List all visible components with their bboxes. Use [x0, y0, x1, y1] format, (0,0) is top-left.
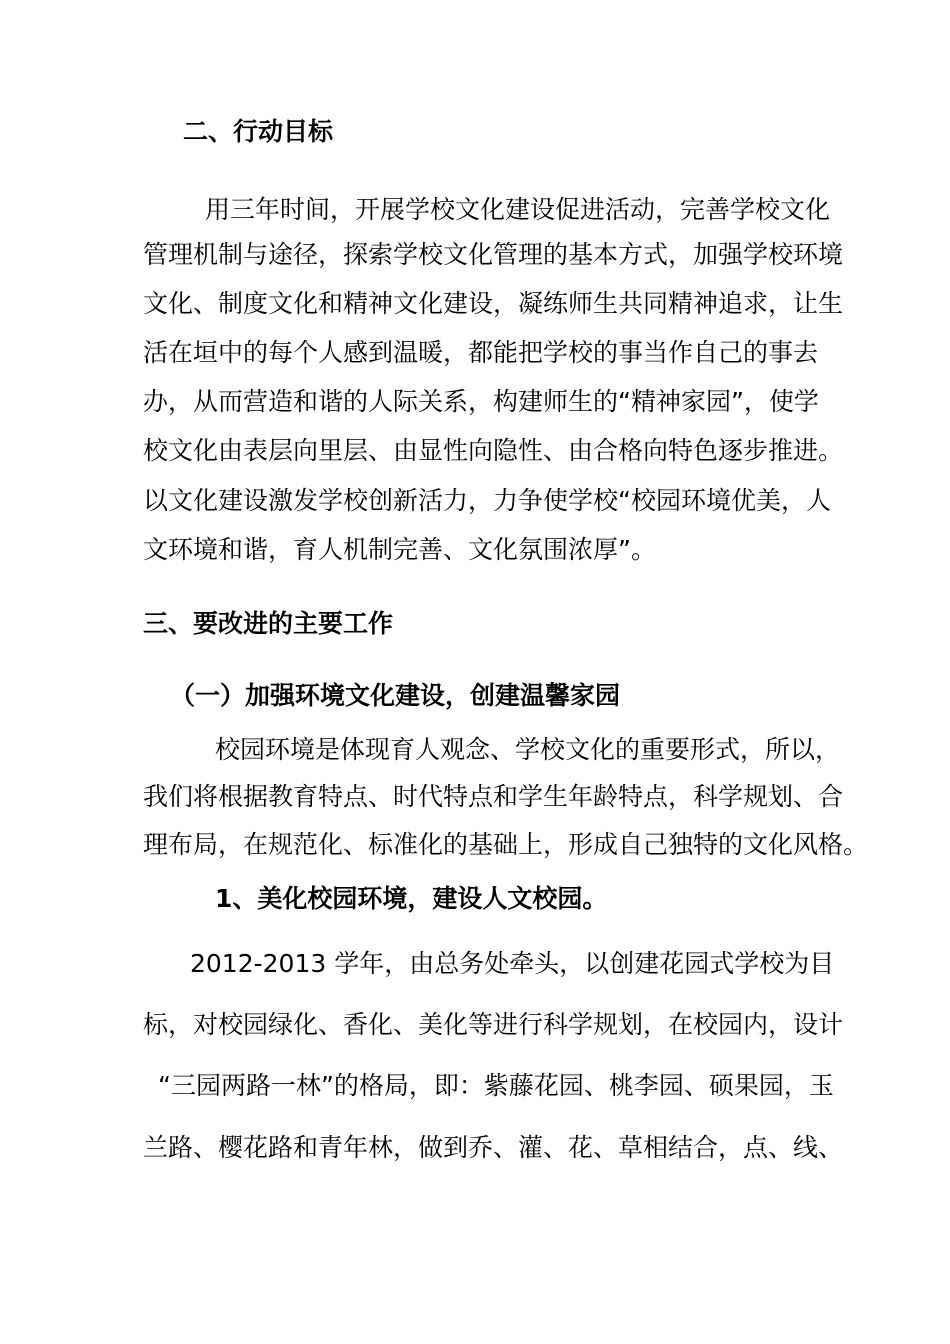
paragraph-line: 办，从而营造和谐的人际关系，构建师生的“精神家园”，使学 — [143, 387, 819, 416]
paragraph-line: 校园环境是体现育人观念、学校文化的重要形式，所以， — [215, 735, 841, 764]
paragraph-line: 文环境和谐，育人机制完善、文化氛围浓厚”。 — [143, 535, 656, 564]
paragraph-line: “三园两路一林”的格局，即：紫藤花园、桃李园、硕果园，玉 — [158, 1071, 834, 1100]
paragraph-line: 我们将根据教育特点、时代特点和学生年龄特点，科学规划、合 — [143, 782, 844, 811]
paragraph-line: 校文化由表层向里层、由显性向隐性、由合格向特色逐步推进。 — [143, 436, 844, 465]
paragraph-line: 文化、制度文化和精神文化建设，凝练师生共同精神追求，让生 — [143, 289, 844, 318]
subsection-heading: （一）加强环境文化建设，创建温馨家园 — [170, 681, 621, 710]
paragraph-line: 管理机制与途径，探索学校文化管理的基本方式，加强学校环境 — [143, 240, 844, 269]
paragraph-line: 以文化建设激发学校创新活力，力争使学校“校园环境优美，人 — [143, 486, 831, 515]
paragraph-line: 理布局，在规范化、标准化的基础上，形成自己独特的文化风格。 — [143, 830, 869, 859]
paragraph-line: 标，对校园绿化、香化、美化等进行科学规划，在校园内，设计 — [143, 1010, 844, 1039]
paragraph-line: 2012-2013 学年，由总务处牵头，以创建花园式学校为目 — [190, 949, 835, 978]
paragraph-line: 活在垣中的每个人感到温暖，都能把学校的事当作自己的事去 — [143, 338, 819, 367]
paragraph-line: 用三年时间，开展学校文化建设促进活动，完善学校文化 — [205, 195, 831, 224]
section-heading: 三、要改进的主要工作 — [143, 609, 394, 638]
paragraph-line: 兰路、樱花路和青年林，做到乔、灌、花、草相结合，点、线、 — [143, 1133, 844, 1162]
item-heading: 1、美化校园环境，建设人文校园。 — [215, 884, 608, 913]
section-heading: 二、行动目标 — [183, 117, 334, 146]
